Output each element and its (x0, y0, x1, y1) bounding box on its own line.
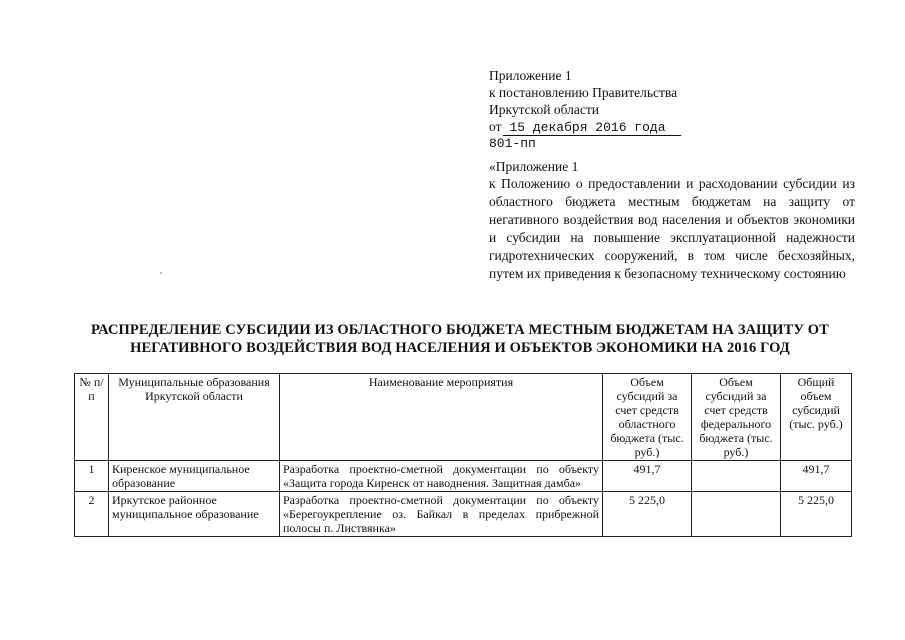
subsidy-table (74, 373, 852, 537)
annex-text: к Положению о предоставлении и расходовании субсидии из областного бюджета местным бюджетам на защиту от негативного воздействия вод населения и объектов экономики и субсидии на повышение эксплуатационной надежности гидротехнических сооружений, в том числе бесхозяйных, путем их приведения к безопасному техническому состоянию (489, 176, 855, 281)
resolution-number: 801-пп (489, 136, 536, 151)
row-federal (692, 461, 781, 492)
row-municipality: Иркутское районное муниципальное образование (109, 492, 280, 537)
scan-speck (160, 272, 162, 274)
appendix-label: Приложение 1 (489, 68, 572, 83)
date-line (489, 118, 859, 136)
header-federal: Объем субсидий за счет средств федерального бюджета (тыс. руб.) (692, 374, 781, 461)
row-num: 2 (75, 492, 109, 537)
row-activity: Разработка проектно-сметной документации по объекту «Защита города Киренск от наводнения. Защитная дамба» (280, 461, 603, 492)
table-header-row (75, 374, 852, 461)
resolution-label: к постановлению Правительства (489, 85, 678, 100)
page-title: РАСПРЕДЕЛЕНИЕ СУБСИДИИ ИЗ ОБЛАСТНОГО БЮДЖЕТА МЕСТНЫМ БЮДЖЕТАМ НА ЗАЩИТУ ОТ НЕГАТИВНОГО ВОЗДЕЙСТВИЯ ВОД НАСЕЛЕНИЯ И ОБЪЕКТОВ ЭКОНОМИКИ НА 2016 ГОД (91, 322, 829, 356)
header-block (489, 67, 859, 283)
row-regional: 491,7 (603, 461, 692, 492)
header-activity: Наименование мероприятия (280, 374, 603, 461)
region-label: Иркутской области (489, 102, 600, 117)
header-total: Общий объем субсидий (тыс. руб.) (781, 374, 852, 461)
resolution-date: 15 декабря 2016 года (503, 120, 681, 136)
row-federal (692, 492, 781, 537)
date-prefix: от (489, 119, 502, 134)
header-municipality: Муниципальные образования Иркутской области (109, 374, 280, 461)
row-activity: Разработка проектно-сметной документации по объекту «Берегоукрепление оз. Байкал в пределах прибрежной полосы п. Листвянка» (280, 492, 603, 537)
header-regional: Объем субсидий за счет средств областного бюджета (тыс. руб.) (603, 374, 692, 461)
row-municipality: Киренское муниципальное образование (109, 461, 280, 492)
annex-title: «Приложение 1 (489, 159, 579, 174)
row-total: 5 225,0 (781, 492, 852, 537)
row-regional: 5 225,0 (603, 492, 692, 537)
row-num: 1 (75, 461, 109, 492)
header-num: № п/п (75, 374, 109, 461)
table-row (75, 492, 852, 537)
table-row (75, 461, 852, 492)
row-total: 491,7 (781, 461, 852, 492)
